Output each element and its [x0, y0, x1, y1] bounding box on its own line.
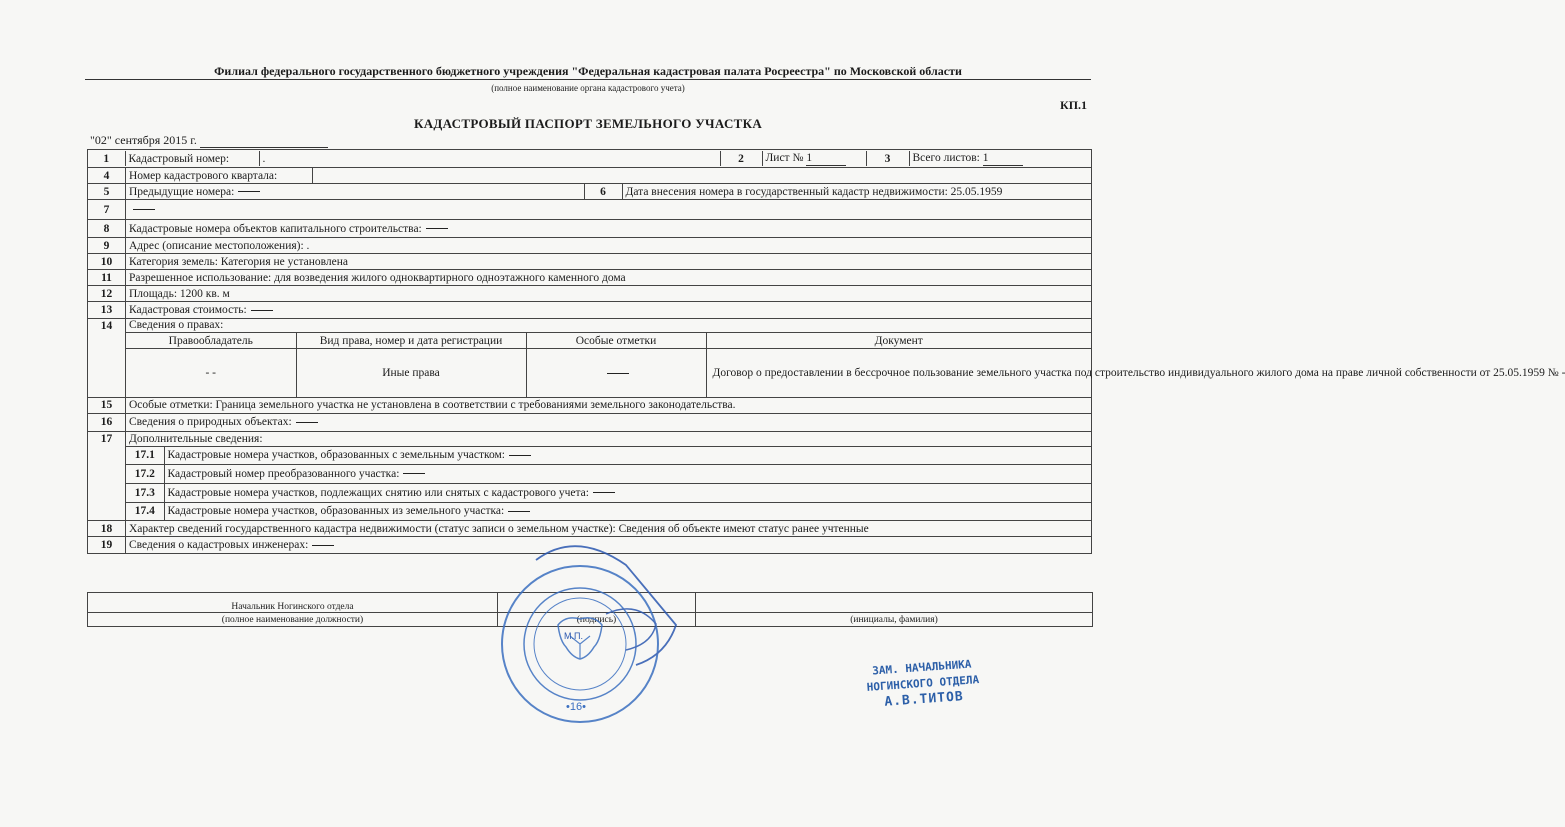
- rights-table: [126, 332, 1565, 397]
- capital-objects-label: Кадастровые номера объектов капитального строительства:: [129, 222, 422, 235]
- row-7-value: [126, 200, 1092, 220]
- area: Площадь: 1200 кв. м: [126, 286, 1092, 302]
- organization-note: (полное наименование органа кадастрового учета): [491, 83, 685, 93]
- row-5-grid: [126, 184, 1091, 199]
- row-number: 2: [720, 151, 762, 166]
- cadastral-number-label: Кадастровый номер:: [125, 151, 259, 166]
- svg-text:•16•: •16•: [566, 701, 586, 713]
- sub-row-number: 17.3: [126, 483, 164, 502]
- rights-header: Правообладатель: [126, 333, 296, 349]
- cadastral-engineers-label: Сведения о кадастровых инженерах:: [129, 539, 309, 551]
- total-sheets-value: 1: [983, 151, 1023, 166]
- sheet-value: 1: [806, 151, 846, 166]
- row-number: 12: [88, 286, 126, 302]
- additional-item: [164, 502, 1091, 520]
- cadastral-number-value: .: [259, 151, 720, 166]
- document-date: [90, 133, 328, 148]
- row-5-6: [88, 184, 1092, 200]
- row-number: 5: [88, 184, 126, 200]
- additional-item-label: Кадастровые номера участков, образованных из земельного участка:: [167, 505, 505, 518]
- additional-item-label: Кадастровый номер преобразованного участка:: [167, 467, 400, 480]
- total-sheets: [909, 151, 1091, 166]
- land-category: Категория земель: Категория не установлена: [126, 254, 1092, 270]
- rights-document: Договор о предоставлении в бессрочное пользование земельного участка под строительство индивидуального жилого дома на праве личной собственности от 25.05.1959 № -: [706, 349, 1091, 397]
- row-number: 10: [88, 254, 126, 270]
- row-number: 18: [88, 521, 126, 537]
- position-note: (полное наименование должности): [88, 613, 498, 627]
- dash: [403, 473, 425, 474]
- sub-row-number: 17.1: [126, 446, 164, 464]
- rights-special-marks: [526, 349, 706, 397]
- row-10: [88, 254, 1092, 270]
- row-number: 14: [88, 319, 126, 398]
- row-4-grid: [126, 168, 1091, 183]
- dash: [133, 209, 155, 210]
- address: Адрес (описание местоположения): .: [126, 238, 1092, 254]
- rights-header: Особые отметки: [526, 333, 706, 349]
- row-number: 16: [88, 413, 126, 431]
- cadastral-value-label: Кадастровая стоимость:: [129, 304, 247, 316]
- row-number: 17: [88, 431, 126, 521]
- official-seal: [496, 540, 664, 730]
- dash: [251, 310, 273, 311]
- organization-name: Филиал федерального государственного бюджетного учреждения "Федеральная кадастровая палата Росреестра" по Московской области: [214, 64, 962, 78]
- divider: [85, 79, 1091, 80]
- signature-note: (подпись): [498, 613, 696, 627]
- row-number: 8: [88, 220, 126, 238]
- row-number: 1: [88, 151, 125, 166]
- sub-row-number: 17.2: [126, 464, 164, 483]
- previous-numbers: [126, 184, 584, 199]
- row-17: [88, 431, 1092, 521]
- row-7: [88, 200, 1092, 220]
- stamp-line: НОГИНСКОГО ОТДЕЛА: [866, 673, 980, 694]
- row-11: [88, 270, 1092, 286]
- date-text: "02" сентября 2015 г.: [90, 133, 197, 147]
- dash: [593, 492, 615, 493]
- row-1: [88, 150, 1092, 168]
- dash: [426, 228, 448, 229]
- additional-label: Дополнительные сведения:: [129, 432, 263, 445]
- rights-holder: - -: [126, 349, 296, 397]
- additional-item: [164, 464, 1091, 483]
- row-number: 19: [88, 537, 126, 554]
- row-13: [88, 302, 1092, 319]
- row-14: [88, 319, 1092, 398]
- record-status: Характер сведений государственного кадастра недвижимости (статус записи о земельном участке): Сведения об объекте имеют статус ранее учтенные: [126, 521, 1092, 537]
- date-underline: [200, 136, 328, 148]
- row-4: [88, 168, 1092, 184]
- document-title: КАДАСТРОВЫЙ ПАСПОРТ ЗЕМЕЛЬНОГО УЧАСТКА: [413, 116, 763, 131]
- form-code: КП.1: [1060, 98, 1088, 112]
- dash: [607, 373, 629, 374]
- sheet-label: Лист №: [765, 152, 804, 164]
- seal-mark: М.П.: [564, 631, 583, 641]
- dash: [508, 511, 530, 512]
- row-number: 13: [88, 302, 126, 319]
- row-number: 11: [88, 270, 126, 286]
- additional-item: [164, 483, 1091, 502]
- row-8: [88, 220, 1092, 238]
- row-16: [88, 413, 1092, 431]
- row-1-grid: [88, 151, 1091, 166]
- passport-table: [87, 149, 1565, 554]
- right-type: Иные права: [296, 349, 526, 397]
- cadastral-value: [126, 302, 1092, 319]
- registration-date: Дата внесения номера в государственный кадастр недвижимости: 25.05.1959: [625, 185, 1003, 198]
- row-number: 7: [88, 200, 126, 220]
- row-number: 3: [866, 151, 909, 166]
- row-number: 9: [88, 238, 126, 254]
- natural-objects: [126, 413, 1092, 431]
- position-name: Начальник Ногинского отдела: [88, 593, 498, 613]
- row-12: [88, 286, 1092, 302]
- stamp-line: ЗАМ. НАЧАЛЬНИКА: [871, 657, 972, 678]
- handwritten-stamp: [847, 655, 1000, 713]
- dash: [238, 191, 260, 192]
- additional-item-label: Кадастровые номера участков, подлежащих снятию или снятых с кадастрового учета:: [167, 486, 589, 499]
- dash: [312, 545, 334, 546]
- row-number: 6: [584, 184, 622, 199]
- quarter-number-value: [312, 168, 1091, 183]
- name-field: [696, 593, 1093, 613]
- capital-objects: [126, 220, 1092, 238]
- total-sheets-label: Всего листов:: [912, 152, 980, 164]
- dash: [509, 455, 531, 456]
- additional-item-label: Кадастровые номера участков, образованных с земельным участком:: [167, 449, 506, 461]
- permitted-use: Разрешенное использование: для возведения жилого одноквартирного одноэтажного каменного дома: [126, 270, 1092, 286]
- sheet-number: [762, 151, 866, 166]
- dash: [296, 422, 318, 423]
- row-number: 15: [88, 397, 126, 413]
- special-marks: Особые отметки: Граница земельного участка не установлена в соответствии с требованиями земельного законодательства.: [126, 397, 1092, 413]
- row-18: [88, 521, 1092, 537]
- rights-label: Сведения о правах:: [129, 319, 224, 331]
- sub-row-number: 17.4: [126, 502, 164, 520]
- row-9: [88, 238, 1092, 254]
- natural-objects-label: Сведения о природных объектах:: [129, 416, 292, 428]
- rights-header: Документ: [706, 333, 1091, 349]
- rights-header: Вид права, номер и дата регистрации: [296, 333, 526, 349]
- row-15: [88, 397, 1092, 413]
- quarter-number-label: Номер кадастрового квартала:: [126, 168, 312, 183]
- additional-table: [126, 446, 1091, 521]
- name-note: (инициалы, фамилия): [696, 613, 1093, 627]
- row-number: 4: [88, 168, 126, 184]
- additional-item: [164, 446, 1091, 464]
- previous-numbers-label: Предыдущие номера:: [129, 185, 235, 198]
- stamp-name: А.В.ТИТОВ: [883, 689, 965, 710]
